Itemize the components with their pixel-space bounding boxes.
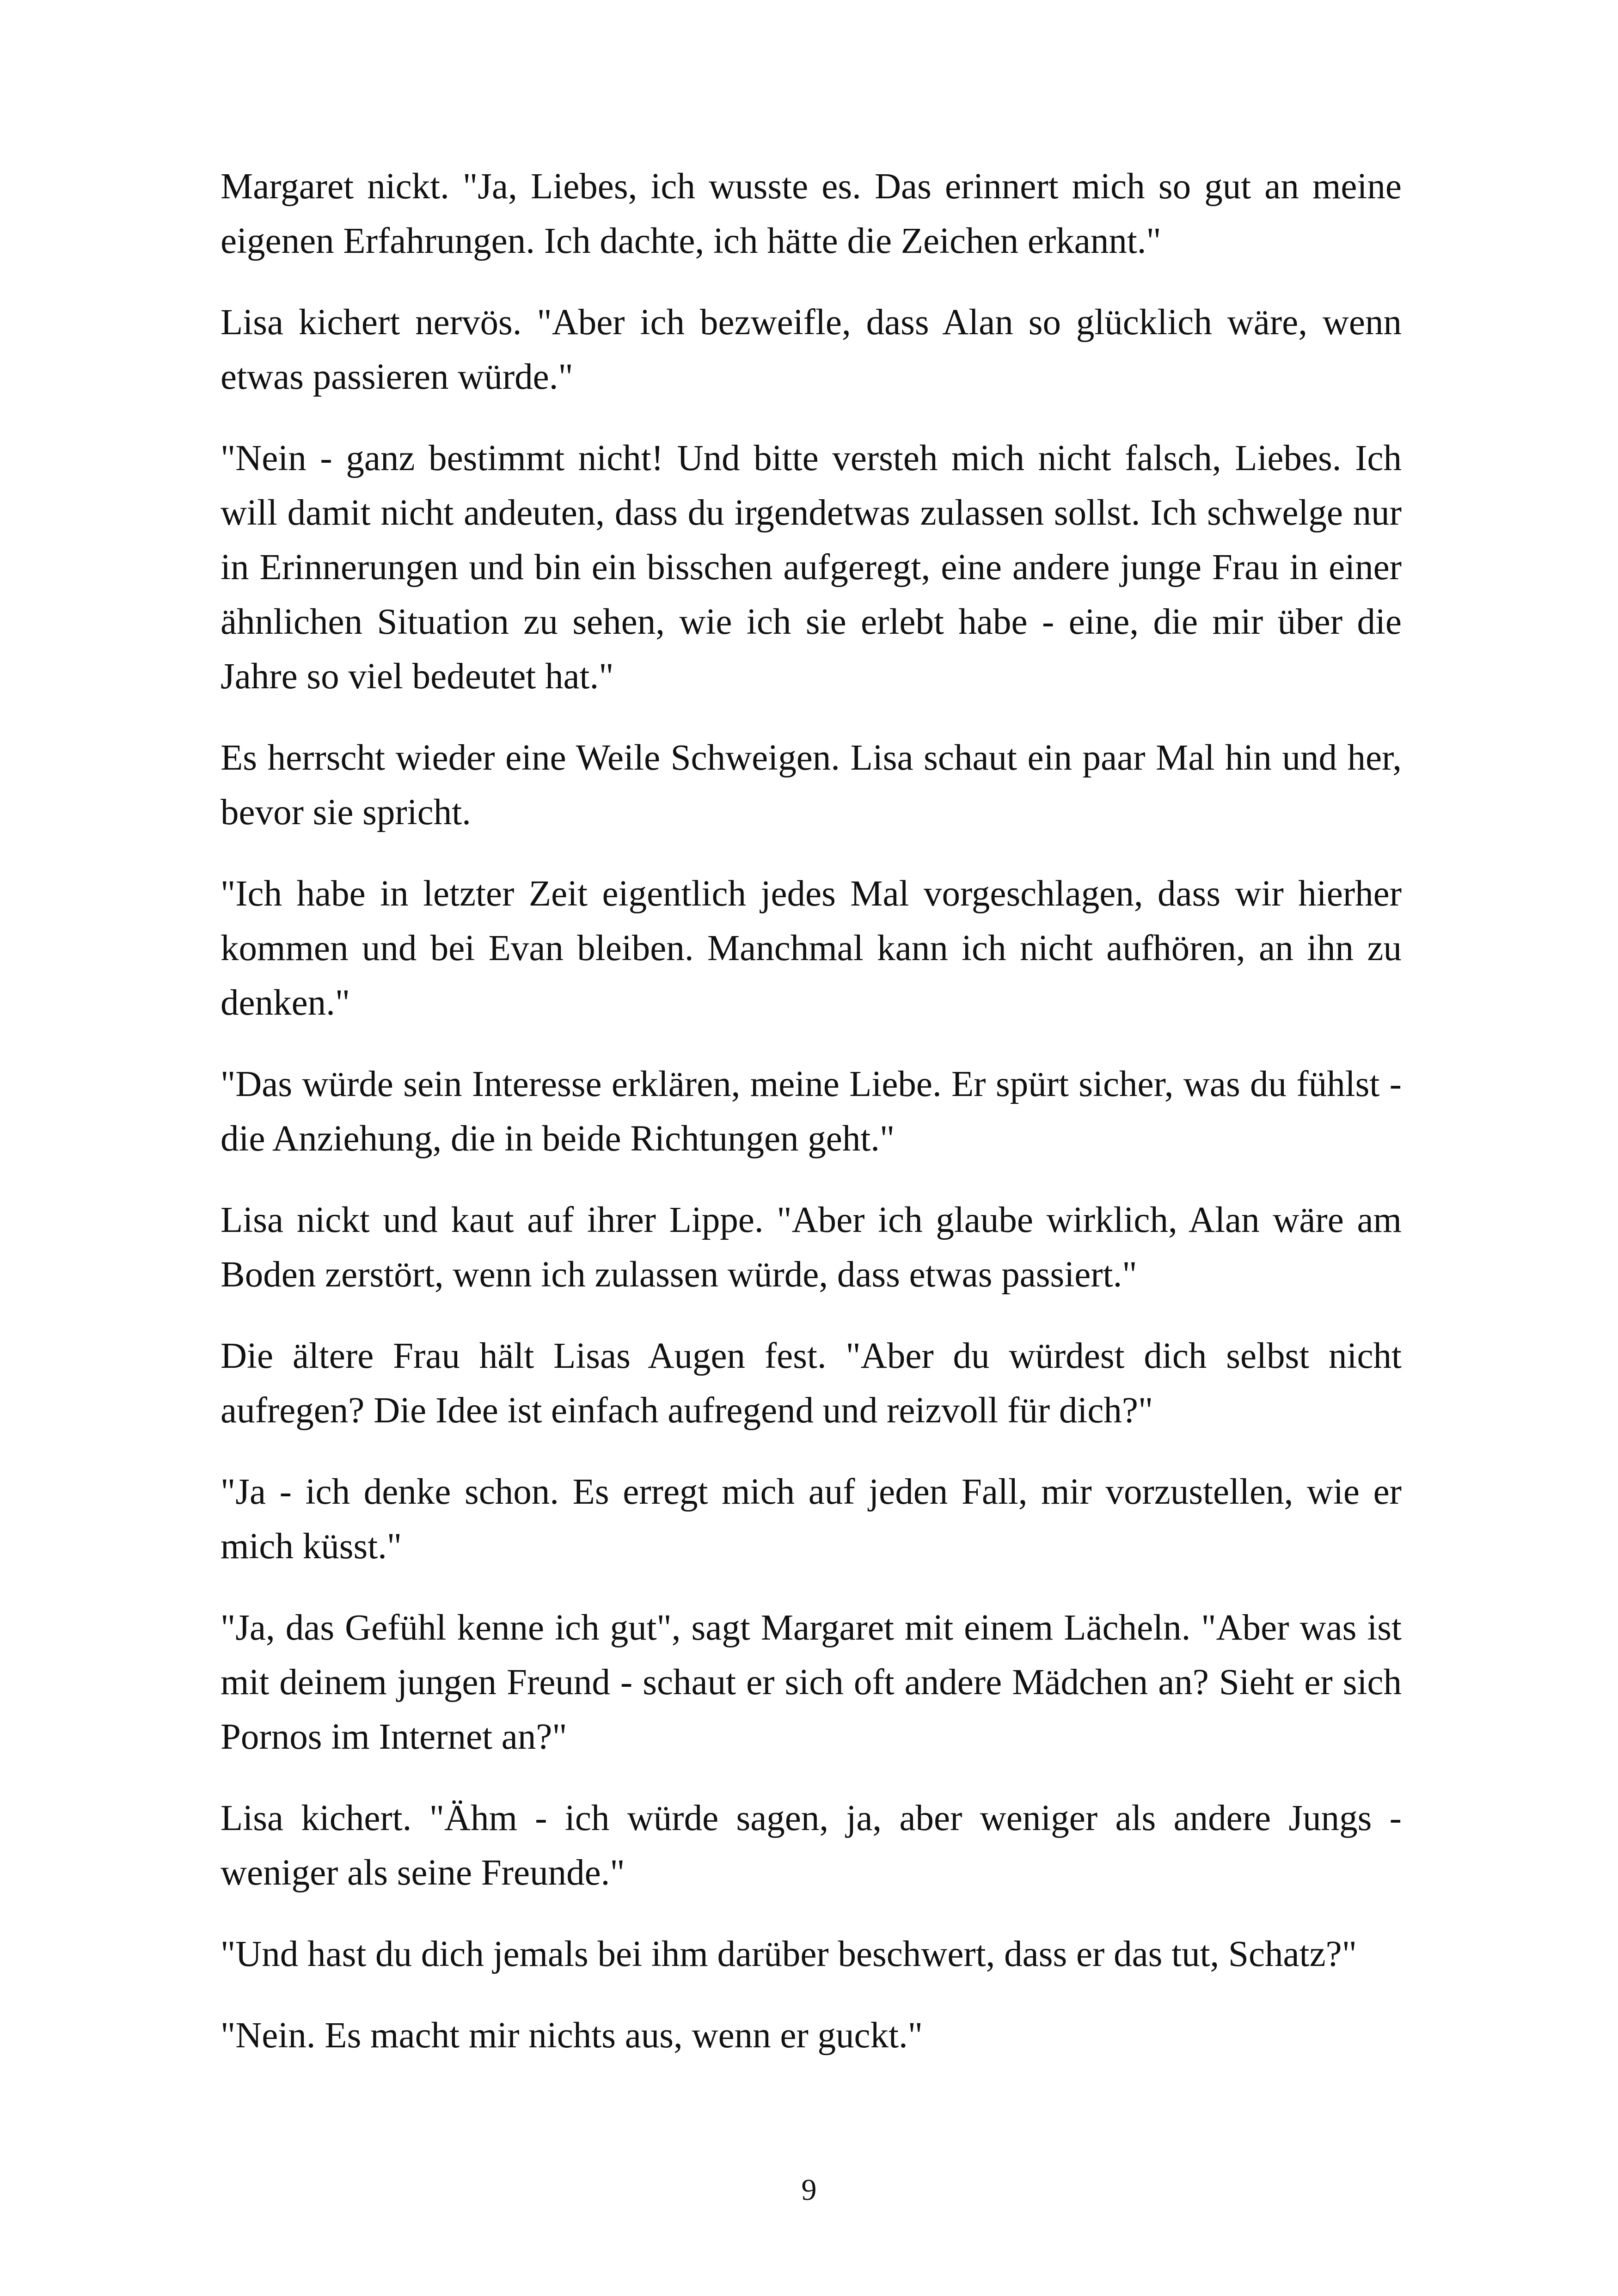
paragraph: "Ich habe in letzter Zeit eigentlich jedes Mal vorgeschlagen, dass wir hierher kommen und bei Evan bleiben. Manchmal kann ich nicht aufhören, an ihn zu denken." bbox=[221, 874, 1402, 1023]
paragraph: Lisa kichert nervös. "Aber ich bezweifle, dass Alan so glücklich wäre, wenn etwas passieren würde." bbox=[221, 302, 1402, 397]
page-number: 9 bbox=[801, 2173, 817, 2207]
paragraph: "Ja - ich denke schon. Es erregt mich auf jeden Fall, mir vorzustellen, wie er mich küsst." bbox=[221, 1472, 1402, 1567]
paragraph: "Und hast du dich jemals bei ihm darüber beschwert, dass er das tut, Schatz?" bbox=[221, 1934, 1357, 1974]
paragraph: "Nein - ganz bestimmt nicht! Und bitte versteh mich nicht falsch, Liebes. Ich will damit nicht andeuten, dass du irgendetwas zulassen sollst. Ich schwelge nur in Erinnerungen und bin ein bisschen aufgeregt, eine andere junge Frau in einer ähnlichen Situation zu sehen, wie ich sie erlebt habe - eine, die mir über die Jahre so viel bedeutet hat." bbox=[221, 438, 1402, 697]
paragraph: "Das würde sein Interesse erklären, meine Liebe. Er spürt sicher, was du fühlst - die Anziehung, die in beide Richtungen geht." bbox=[221, 1064, 1402, 1159]
paragraph: "Ja, das Gefühl kenne ich gut", sagt Margaret mit einem Lächeln. "Aber was ist mit deinem jungen Freund - schaut er sich oft andere Mädchen an? Sieht er sich Pornos im Internet an?" bbox=[221, 1608, 1402, 1757]
paragraph: Lisa nickt und kaut auf ihrer Lippe. "Aber ich glaube wirklich, Alan wäre am Boden zerstört, wenn ich zulassen würde, dass etwas passiert." bbox=[221, 1200, 1402, 1295]
paragraph: "Nein. Es macht mir nichts aus, wenn er guckt." bbox=[221, 2015, 923, 2056]
paragraph: Margaret nickt. "Ja, Liebes, ich wusste es. Das erinnert mich so gut an meine eigenen Erfahrungen. Ich dachte, ich hätte die Zeichen erkannt." bbox=[221, 166, 1402, 261]
paragraph: Es herrscht wieder eine Weile Schweigen. Lisa schaut ein paar Mal hin und her, bevor sie spricht. bbox=[221, 738, 1402, 833]
paragraph: Die ältere Frau hält Lisas Augen fest. "Aber du würdest dich selbst nicht aufregen? Die Idee ist einfach aufregend und reizvoll für dich?" bbox=[221, 1336, 1402, 1431]
paragraph: Lisa kichert. "Ähm - ich würde sagen, ja, aber weniger als andere Jungs - weniger als seine Freunde." bbox=[221, 1798, 1402, 1893]
body-text bbox=[221, 159, 1402, 2090]
